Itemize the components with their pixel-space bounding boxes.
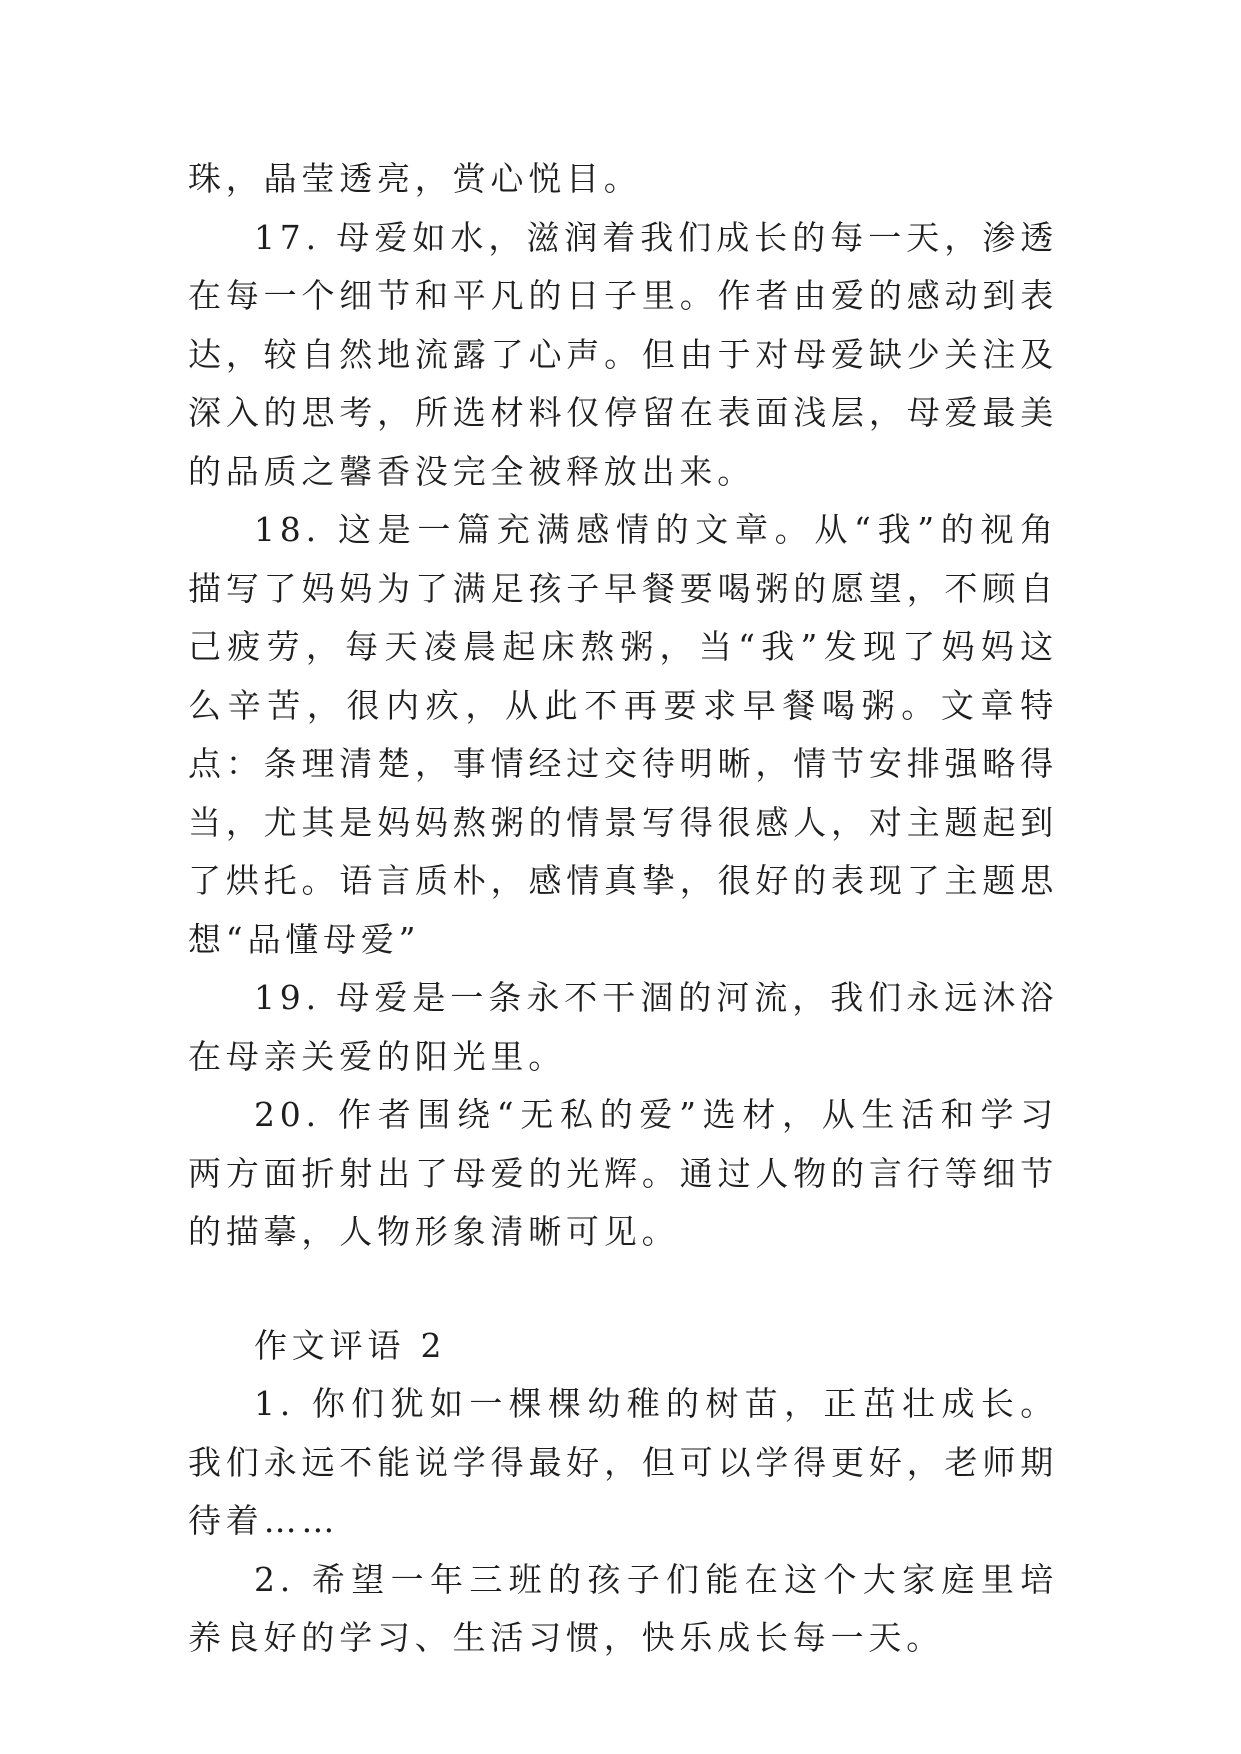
paragraph-20: 20. 作者围绕“无私的爱”选材，从生活和学习两方面折射出了母爱的光辉。通过人物的言行等细节的描摹，人物形象清晰可见。 bbox=[188, 1095, 1058, 1251]
paragraph-17: 17. 母爱如水，滋润着我们成长的每一天，渗透在每一个细节和平凡的日子里。作者由爱的感动到表达，较自然地流露了心声。但由于对母爱缺少关注及深入的思考，所选材料仅停留在表面浅层，母爱最美的品质之馨香没完全被释放出来。 bbox=[188, 217, 1058, 491]
paragraph-19: 19. 母爱是一条永不干涸的河流，我们永远沐浴在母亲关爱的阳光里。 bbox=[188, 978, 1058, 1076]
paragraph-2: 2. 希望一年三班的孩子们能在这个大家庭里培养良好的学习、生活习惯，快乐成长每一天。 bbox=[188, 1559, 1058, 1657]
paragraph-18: 18. 这是一篇充满感情的文章。从“我”的视角描写了妈妈为了满足孩子早餐要喝粥的愿望，不顾自己疲劳，每天凌晨起床熬粥，当“我”发现了妈妈这么辛苦，很内疚，从此不再要求早餐喝粥。文章特点：条理清楚，事情经过交待明晰，情节安排强略得当，尤其是妈妈熬粥的情景写得很感人，对主题起到了烘托。语言质朴，感情真挚，很好的表现了主题思想“品懂母爱” bbox=[188, 510, 1058, 959]
section-heading: 作文评语 2 bbox=[254, 1325, 447, 1365]
paragraph-1: 1. 你们犹如一棵棵幼稚的树苗，正茁壮成长。我们永远不能说学得最好，但可以学得更好，老师期待着…… bbox=[188, 1384, 1058, 1540]
paragraph-continuation: 珠，晶莹透亮，赏心悦目。 bbox=[188, 159, 642, 198]
document-page bbox=[188, 150, 1058, 1668]
